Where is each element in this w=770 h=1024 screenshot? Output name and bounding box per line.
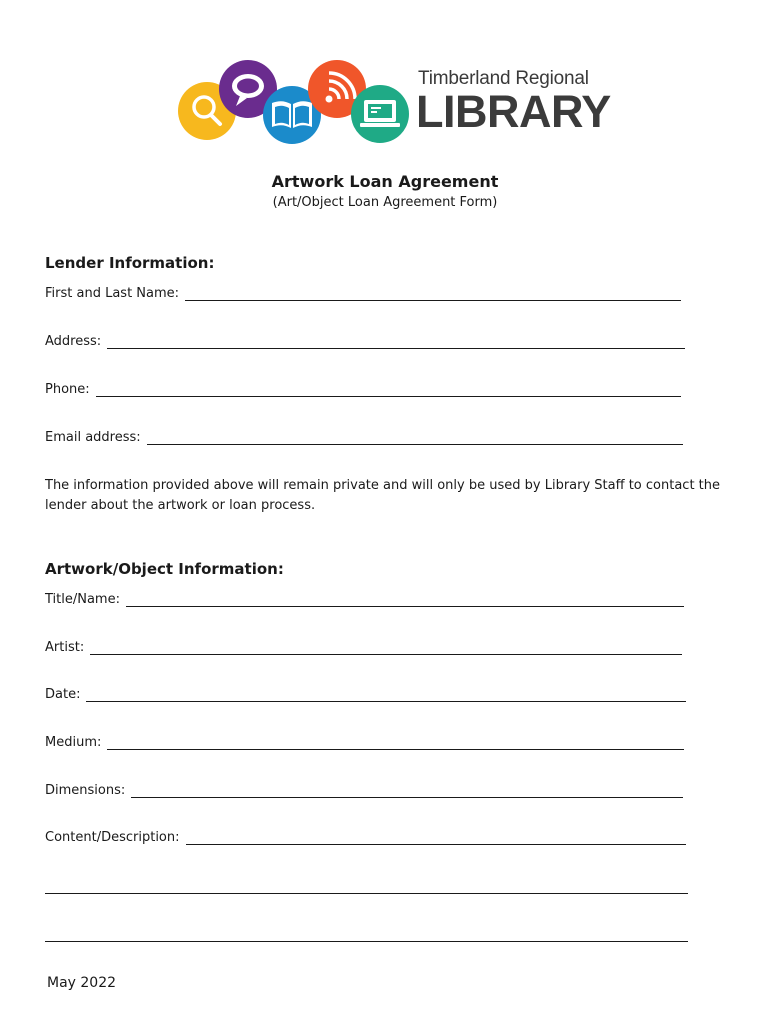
form-title: Artwork Loan Agreement: [271, 172, 499, 191]
artist-label: Artist:: [45, 640, 85, 655]
phone-line[interactable]: [96, 382, 681, 397]
phone-field[interactable]: [45, 382, 681, 397]
lender-name-line[interactable]: [185, 286, 681, 301]
address-line[interactable]: [107, 334, 685, 349]
address-label: Address:: [45, 334, 102, 349]
artwork-heading: Artwork/Object Information:: [45, 560, 284, 578]
medium-field[interactable]: [45, 735, 684, 750]
logo-name-top: Timberland Regional: [418, 68, 589, 89]
medium-label: Medium:: [45, 735, 102, 750]
description-label: Content/Description:: [45, 830, 180, 845]
form-subtitle: (Art/Object Loan Agreement Form): [272, 195, 498, 210]
email-label: Email address:: [45, 430, 141, 445]
title-line[interactable]: [126, 592, 684, 607]
description-field[interactable]: [45, 830, 686, 845]
email-line[interactable]: [147, 430, 683, 445]
phone-label: Phone:: [45, 382, 90, 397]
artist-field[interactable]: [45, 640, 682, 655]
laptop-icon: [351, 85, 409, 143]
description-extra-line-2[interactable]: [45, 940, 688, 942]
medium-line[interactable]: [107, 735, 684, 750]
title-field[interactable]: [45, 592, 684, 607]
lender-heading: Lender Information:: [45, 254, 215, 272]
library-logo: [0, 0, 770, 160]
description-line[interactable]: [186, 830, 686, 845]
logo-name-main: LIBRARY: [416, 86, 611, 137]
date-label: Date:: [45, 687, 81, 702]
lender-name-field[interactable]: [45, 286, 681, 301]
address-field[interactable]: [45, 334, 685, 349]
dimensions-field[interactable]: [45, 783, 683, 798]
date-field[interactable]: [45, 687, 686, 702]
artist-line[interactable]: [90, 640, 682, 655]
lender-name-label: First and Last Name:: [45, 286, 180, 301]
dimensions-label: Dimensions:: [45, 783, 126, 798]
date-line[interactable]: [86, 687, 686, 702]
privacy-note: The information provided above will remain private and will only be used by Library Staff to contact the lender about the artwork or loan process.: [45, 478, 721, 513]
dimensions-line[interactable]: [131, 783, 683, 798]
description-extra-line-1[interactable]: [45, 892, 688, 894]
title-label: Title/Name:: [45, 592, 120, 607]
footer-date: May 2022: [47, 975, 117, 991]
email-field[interactable]: [45, 430, 683, 445]
